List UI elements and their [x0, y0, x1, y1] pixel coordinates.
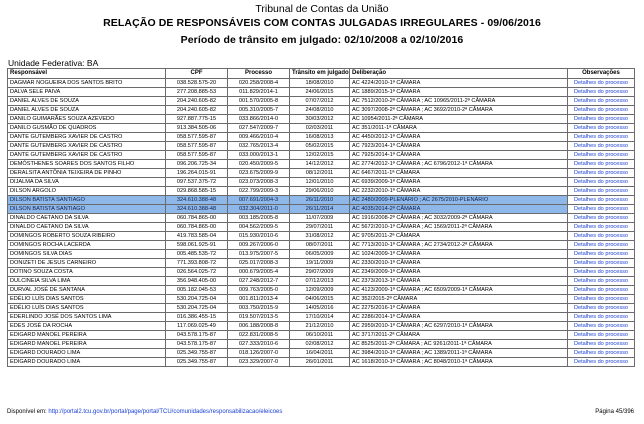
details-link[interactable]: Detalhes do processo — [568, 160, 635, 169]
federative-unit-label: Unidade Federativa: BA — [8, 58, 99, 68]
cell-transito: 06/05/2009 — [290, 250, 350, 259]
cell-responsavel: DIJALMA DA SILVA — [8, 178, 166, 187]
cell-responsavel: EDERLINDO JOSÉ DOS SANTOS LIMA — [8, 313, 166, 322]
cell-cpf: 419.783.585-04 — [166, 232, 228, 241]
cell-responsavel: DANIEL ALVES DE SOUZA — [8, 97, 166, 106]
cell-processo: 019.507/2013-5 — [228, 313, 290, 322]
cell-processo: 007.691/2004-3 — [228, 196, 290, 205]
cell-cpf: 097.537.375-72 — [166, 178, 228, 187]
table-row — [8, 286, 635, 295]
cell-responsavel: DILSON ARGOLO — [8, 187, 166, 196]
cell-deliberacao: AC 351/2011-1ª CÂMARA — [350, 124, 568, 133]
details-link[interactable]: Detalhes do processo — [568, 106, 635, 115]
cell-processo: 022.799/2009-3 — [228, 187, 290, 196]
cell-responsavel: EDIGARD DOURADO LIMA — [8, 358, 166, 367]
cell-deliberacao: AC 2232/2010-1ª CÂMARA — [350, 187, 568, 196]
cell-transito: 12/01/2010 — [290, 178, 350, 187]
cell-processo: 032.765/2013-4 — [228, 142, 290, 151]
table-body — [8, 79, 635, 367]
details-link[interactable]: Detalhes do processo — [568, 313, 635, 322]
cell-cpf: 530.204.725-04 — [166, 304, 228, 313]
cell-deliberacao: AC 4224/2010-1ª CÂMARA — [350, 79, 568, 88]
cell-cpf: 025.349.755-87 — [166, 358, 228, 367]
cell-cpf: 060.784.865-00 — [166, 223, 228, 232]
cell-transito: 02/03/2011 — [290, 124, 350, 133]
cell-processo: 027.248/2012-7 — [228, 277, 290, 286]
details-link[interactable]: Detalhes do processo — [568, 331, 635, 340]
table-row — [8, 241, 635, 250]
details-link[interactable]: Detalhes do processo — [568, 115, 635, 124]
cell-processo: 022.831/2008-5 — [228, 331, 290, 340]
cell-cpf: 927.887.775-15 — [166, 115, 228, 124]
cell-deliberacao: AC 1916/2008-2ª CÂMARA ; AC 3032/2009-2ª CÂMARA — [350, 214, 568, 223]
cell-processo: 032.304/2011-0 — [228, 205, 290, 214]
cell-cpf: 204.240.605-82 — [166, 97, 228, 106]
cell-transito: 31/08/2012 — [290, 232, 350, 241]
cell-cpf: 016.386.455-15 — [166, 313, 228, 322]
table-row — [8, 358, 635, 367]
cell-responsavel: DOMINGOS ROBERTO SOUZA RIBEIRO — [8, 232, 166, 241]
table-row — [8, 88, 635, 97]
cell-deliberacao: AC 5672/2010-1ª CÂMARA ; AC 1569/2011-2ª CÂMARA — [350, 223, 568, 232]
table-row — [8, 295, 635, 304]
period-subtitle: Período de trânsito em julgado: 02/10/2008 a 02/10/2016 — [180, 34, 464, 46]
cell-responsavel: DANILO GUIMARÃES SOUZA AZEVEDO — [8, 115, 166, 124]
cell-deliberacao: AC 1618/2010-1ª CÂMARA ; AC 8048/2010-1ª CÂMARA — [350, 358, 568, 367]
details-link[interactable]: Detalhes do processo — [568, 223, 635, 232]
org-name: Tribunal de Contas da União — [255, 3, 389, 15]
cell-processo: 018.126/2007-0 — [228, 349, 290, 358]
cell-cpf: 043.578.175-87 — [166, 331, 228, 340]
details-link[interactable]: Detalhes do processo — [568, 214, 635, 223]
cell-cpf: 117.069.025-49 — [166, 322, 228, 331]
cell-transito: 24/08/2010 — [290, 106, 350, 115]
cell-deliberacao: AC 2480/2009-PLENÁRIO ; AC 2675/2010-PLENÁRIO — [350, 196, 568, 205]
cell-responsavel: DINALDO CAETANO DA SILVA — [8, 214, 166, 223]
details-link[interactable]: Detalhes do processo — [568, 322, 635, 331]
cell-transito: 26/11/2014 — [290, 205, 350, 214]
cell-responsavel: DAGMAR NOGUEIRA DOS SANTOS BRITO — [8, 79, 166, 88]
cell-transito: 16/08/2013 — [290, 133, 350, 142]
details-link[interactable]: Detalhes do processo — [568, 250, 635, 259]
cell-transito: 12/09/2009 — [290, 286, 350, 295]
table-row — [8, 142, 635, 151]
table-row — [8, 304, 635, 313]
cell-transito: 06/10/2011 — [290, 331, 350, 340]
cell-processo: 001.570/2005-8 — [228, 97, 290, 106]
cell-responsavel: DANTE GUTEMBERG XAVIER DE CASTRO — [8, 151, 166, 160]
cell-processo: 027.547/2009-7 — [228, 124, 290, 133]
cell-responsavel: DANILO GUSMÃO DE QUADROS — [8, 124, 166, 133]
cell-processo: 006.188/2008-8 — [228, 322, 290, 331]
cell-deliberacao: AC 3097/2008-2ª CÂMARA ; AC 3692/2010-2ª CÂMARA — [350, 106, 568, 115]
table-row — [8, 331, 635, 340]
cell-responsavel: DANTE GUTEMBERG XAVIER DE CASTRO — [8, 133, 166, 142]
cell-transito: 19/11/2009 — [290, 259, 350, 268]
cell-deliberacao: AC 9705/2011-2ª CÂMARA — [350, 232, 568, 241]
details-link[interactable]: Detalhes do processo — [568, 124, 635, 133]
cell-cpf: 324.610.388-48 — [166, 205, 228, 214]
cell-deliberacao: AC 7923/2014-1ª CÂMARA — [350, 142, 568, 151]
cell-processo: 009.267/2006-0 — [228, 241, 290, 250]
cell-responsavel: DOMINGOS ROCHA LACERDA — [8, 241, 166, 250]
table-row — [8, 268, 635, 277]
cell-transito: 29/06/2010 — [290, 187, 350, 196]
cell-transito: 12/02/2015 — [290, 151, 350, 160]
cell-processo: 025.017/2008-3 — [228, 259, 290, 268]
details-link[interactable]: Detalhes do processo — [568, 151, 635, 160]
cell-responsavel: DURVAL JOSÉ DE SANTANA — [8, 286, 166, 295]
cell-cpf: 324.610.388-48 — [166, 196, 228, 205]
cell-processo: 011.829/2014-1 — [228, 88, 290, 97]
footer-url-link[interactable]: http://portal2.tcu.gov.br/portal/page/portal/TCU/comunidades/responsabilizacao/eleicoes — [48, 409, 283, 415]
cell-responsavel: DANTE GUTEMBERG XAVIER DE CASTRO — [8, 142, 166, 151]
details-link[interactable]: Detalhes do processo — [568, 169, 635, 178]
details-link[interactable]: Detalhes do processo — [568, 178, 635, 187]
table-row — [8, 223, 635, 232]
details-link[interactable]: Detalhes do processo — [568, 205, 635, 214]
cell-responsavel: EDÉLIO LUÍS DIAS SANTOS — [8, 295, 166, 304]
cell-responsavel: DERALSITA ANTÔNIA TEIXEIRA DE PINHO — [8, 169, 166, 178]
cell-responsavel: EDIGARD DOURADO LIMA — [8, 349, 166, 358]
table-row — [8, 214, 635, 223]
cell-cpf: 058.577.595-87 — [166, 133, 228, 142]
cell-processo: 023.675/2009-9 — [228, 169, 290, 178]
cell-responsavel: DONIZETI DE JESUS CARNEIRO — [8, 259, 166, 268]
cell-transito: 16/04/2011 — [290, 349, 350, 358]
cell-deliberacao: AC 2959/2010-1ª CÂMARA ; AC 6297/2010-1ª CÂMARA — [350, 322, 568, 331]
details-link[interactable]: Detalhes do processo — [568, 340, 635, 349]
report-title: RELAÇÃO DE RESPONSÁVEIS COM CONTAS JULGADAS IRREGULARES - 09/06/2016 — [103, 17, 541, 29]
cell-cpf: 005.485.535-72 — [166, 250, 228, 259]
cell-deliberacao: AC 2349/2009-1ª CÂMARA — [350, 268, 568, 277]
details-link[interactable]: Detalhes do processo — [568, 277, 635, 286]
details-link[interactable]: Detalhes do processo — [568, 241, 635, 250]
cell-responsavel: DOMINGOS SILVA DIAS — [8, 250, 166, 259]
cell-deliberacao: AC 7925/2014-1ª CÂMARA — [350, 151, 568, 160]
details-link[interactable]: Detalhes do processo — [568, 259, 635, 268]
details-link[interactable]: Detalhes do processo — [568, 142, 635, 151]
cell-responsavel: DANIEL ALVES DE SOUZA — [8, 106, 166, 115]
cell-processo: 023.073/2008-3 — [228, 178, 290, 187]
cell-responsavel: DOTINO SOUZA COSTA — [8, 268, 166, 277]
cell-responsavel: EDÉLIO LUÍS DIAS SANTOS — [8, 304, 166, 313]
details-link[interactable]: Detalhes do processo — [568, 286, 635, 295]
footer — [7, 409, 634, 415]
cell-transito: 26/01/2011 — [290, 358, 350, 367]
cell-cpf: 043.578.175-87 — [166, 340, 228, 349]
cell-cpf: 530.204.725-04 — [166, 295, 228, 304]
cell-deliberacao: AC 1889/2015-1ª CÂMARA — [350, 88, 568, 97]
cell-deliberacao: AC 2373/2013-1ª CÂMARA — [350, 277, 568, 286]
cell-transito: 26/11/2010 — [290, 196, 350, 205]
cell-deliberacao: AC 4035/2014-2ª CÂMARA — [350, 205, 568, 214]
cell-deliberacao: AC 8525/2011-2ª CÂMARA ; AC 9261/2011-1ª CÂMARA — [350, 340, 568, 349]
cell-cpf: 038.528.575-20 — [166, 79, 228, 88]
cell-transito: 07/12/2013 — [290, 277, 350, 286]
table-row — [8, 313, 635, 322]
table-row — [8, 277, 635, 286]
table-row — [8, 232, 635, 241]
col-header-cpf: CPF — [166, 69, 228, 79]
details-link[interactable]: Detalhes do processo — [568, 349, 635, 358]
cell-cpf: 356.948.405-00 — [166, 277, 228, 286]
table-row — [8, 133, 635, 142]
cell-processo: 009.763/2005-0 — [228, 286, 290, 295]
cell-cpf: 029.868.585-15 — [166, 187, 228, 196]
cell-deliberacao: AC 4123/2009-1ª CÂMARA ; AC 6509/2009-1ª CÂMARA — [350, 286, 568, 295]
cell-transito: 07/07/2012 — [290, 97, 350, 106]
cell-transito: 08/12/2011 — [290, 169, 350, 178]
cell-cpf: 060.784.865-00 — [166, 214, 228, 223]
cell-cpf: 025.349.755-87 — [166, 349, 228, 358]
details-link[interactable]: Detalhes do processo — [568, 304, 635, 313]
cell-responsavel: DINALDO CAETANO DA SILVA — [8, 223, 166, 232]
cell-responsavel: EDES JOSÉ DA ROCHA — [8, 322, 166, 331]
details-link[interactable]: Detalhes do processo — [568, 97, 635, 106]
table-row — [8, 106, 635, 115]
cell-cpf: 771.393.808-72 — [166, 259, 228, 268]
cell-deliberacao: AC 1024/2009-1ª CÂMARA — [350, 250, 568, 259]
cell-deliberacao: AC 7512/2010-2ª CÂMARA ; AC 10965/2011-2ª CÂMARA — [350, 97, 568, 106]
cell-transito: 14/05/2016 — [290, 304, 350, 313]
cell-transito: 29/07/2009 — [290, 268, 350, 277]
cell-cpf: 005.182.045-53 — [166, 286, 228, 295]
cell-processo: 000.679/2005-4 — [228, 268, 290, 277]
page-number: Página 45/396 — [595, 409, 634, 415]
col-header-deliberacao: Deliberação — [350, 69, 568, 79]
cell-responsavel: DILSON BATISTA SANTIAGO — [8, 196, 166, 205]
table-row — [8, 322, 635, 331]
table-row — [8, 160, 635, 169]
details-link[interactable]: Detalhes do processo — [568, 133, 635, 142]
cell-deliberacao: AC 4450/2012-1ª CÂMARA — [350, 133, 568, 142]
cell-transito: 02/08/2012 — [290, 340, 350, 349]
cell-processo: 027.333/2010-6 — [228, 340, 290, 349]
cell-processo: 001.811/2013-4 — [228, 295, 290, 304]
cell-transito: 21/12/2010 — [290, 322, 350, 331]
table-row — [8, 151, 635, 160]
details-link[interactable]: Detalhes do processo — [568, 196, 635, 205]
cell-transito: 14/12/2012 — [290, 160, 350, 169]
table-row — [8, 196, 635, 205]
col-header-processo: Processo — [228, 69, 290, 79]
cell-cpf: 598.061.925-91 — [166, 241, 228, 250]
cell-transito: 05/02/2015 — [290, 142, 350, 151]
cell-processo: 020.258/2008-4 — [228, 79, 290, 88]
cell-deliberacao: AC 2774/2012-1ª CÂMARA ; AC 6796/2012-1ª CÂMARA — [350, 160, 568, 169]
table-row — [8, 169, 635, 178]
details-link[interactable]: Detalhes do processo — [568, 268, 635, 277]
table-row — [8, 178, 635, 187]
details-link[interactable]: Detalhes do processo — [568, 232, 635, 241]
cell-deliberacao: AC 3717/2011-2ª CÂMARA — [350, 331, 568, 340]
col-header-responsavel: Responsável — [8, 69, 166, 79]
col-header-observacoes: Observações — [568, 69, 635, 79]
table-row — [8, 115, 635, 124]
cell-responsavel: EDIGARD MANOEL PEREIRA — [8, 340, 166, 349]
details-link[interactable]: Detalhes do processo — [568, 295, 635, 304]
cell-cpf: 204.240.605-82 — [166, 106, 228, 115]
cell-deliberacao: AC 2275/2016-1ª CÂMARA — [350, 304, 568, 313]
cell-processo: 033.000/2013-1 — [228, 151, 290, 160]
cell-cpf: 096.206.725-34 — [166, 160, 228, 169]
cell-transito: 30/03/2012 — [290, 115, 350, 124]
cell-responsavel: DULCINEIA SILVA LIMA — [8, 277, 166, 286]
cell-responsavel: DALVA SELE PAIVA — [8, 88, 166, 97]
details-link[interactable]: Detalhes do processo — [568, 187, 635, 196]
table-row — [8, 250, 635, 259]
table-row — [8, 187, 635, 196]
footer-label: Disponível em: — [7, 409, 47, 415]
col-header-transito: Trânsito em julgado — [290, 69, 350, 79]
cell-transito: 24/06/2015 — [290, 88, 350, 97]
cell-deliberacao: AC 7713/2010-1ª CÂMARA ; AC 2734/2012-2ª CÂMARA — [350, 241, 568, 250]
cell-cpf: 196.264.015-91 — [166, 169, 228, 178]
cell-cpf: 058.577.595-87 — [166, 151, 228, 160]
table-row — [8, 124, 635, 133]
table-row — [8, 97, 635, 106]
cell-responsavel: DEMÓSTHENES SOARES DOS SANTOS FILHO — [8, 160, 166, 169]
cell-processo: 005.310/2005-7 — [228, 106, 290, 115]
cell-deliberacao: AC 3984/2010-1ª CÂMARA ; AC 1389/2011-1ª CÂMARA — [350, 349, 568, 358]
cell-cpf: 277.208.885-53 — [166, 88, 228, 97]
table-row — [8, 349, 635, 358]
cell-processo: 033.866/2014-0 — [228, 115, 290, 124]
cell-processo: 004.562/2009-5 — [228, 223, 290, 232]
cell-transito: 29/07/2011 — [290, 223, 350, 232]
cell-processo: 015.930/2010-6 — [228, 232, 290, 241]
cell-cpf: 026.564.025-72 — [166, 268, 228, 277]
cell-responsavel: DILSON BATISTA SANTIAGO — [8, 205, 166, 214]
cell-processo: 023.329/2007-0 — [228, 358, 290, 367]
cell-cpf: 913.384.505-06 — [166, 124, 228, 133]
table-row — [8, 259, 635, 268]
cell-transito: 11/07/2009 — [290, 214, 350, 223]
details-link[interactable]: Detalhes do processo — [568, 358, 635, 367]
cell-processo: 020.450/2009-5 — [228, 160, 290, 169]
cell-deliberacao: AC 6939/2009-1ª CÂMARA — [350, 178, 568, 187]
details-link[interactable]: Detalhes do processo — [568, 79, 635, 88]
table-row — [8, 79, 635, 88]
cell-transito: 18/08/2010 — [290, 79, 350, 88]
table-row — [8, 205, 635, 214]
responsaveis-table — [7, 68, 635, 367]
cell-deliberacao: AC 6467/2011-1ª CÂMARA — [350, 169, 568, 178]
cell-deliberacao: AC 2286/2014-1ª CÂMARA — [350, 313, 568, 322]
cell-deliberacao: AC 10954/2011-2ª CÂMARA — [350, 115, 568, 124]
cell-responsavel: EDIGARD MANOEL PEREIRA — [8, 331, 166, 340]
cell-processo: 003.750/2015-9 — [228, 304, 290, 313]
details-link[interactable]: Detalhes do processo — [568, 88, 635, 97]
table-row — [8, 340, 635, 349]
cell-processo: 003.185/2005-8 — [228, 214, 290, 223]
cell-processo: 009.466/2010-4 — [228, 133, 290, 142]
cell-deliberacao: AC 2330/2010-1ª CÂMARA — [350, 259, 568, 268]
cell-transito: 04/06/2015 — [290, 295, 350, 304]
cell-cpf: 058.577.595-87 — [166, 142, 228, 151]
cell-processo: 013.975/2007-5 — [228, 250, 290, 259]
cell-transito: 08/07/2011 — [290, 241, 350, 250]
table-header-row — [8, 69, 635, 79]
cell-transito: 17/10/2014 — [290, 313, 350, 322]
cell-deliberacao: AC 352/2015-2ª CÂMARA — [350, 295, 568, 304]
